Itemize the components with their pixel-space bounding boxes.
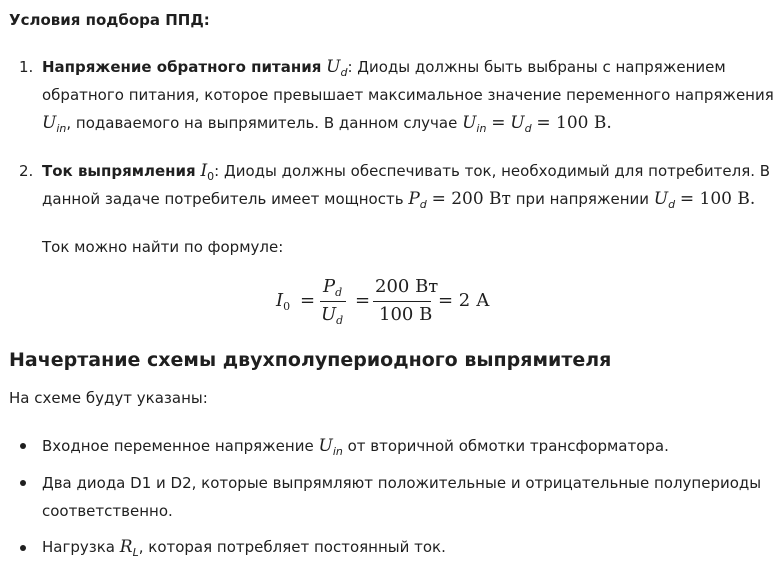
item1-line3-text: , подаваемого на выпрямитель. В данном случае: [66, 114, 458, 132]
bullet3-sub: L: [132, 546, 139, 559]
item2-line2: [42, 189, 755, 215]
item1-var: U: [326, 57, 341, 77]
item1-number: 1.: [19, 58, 34, 76]
bullet-1: [42, 436, 669, 462]
item2-pd-var: P: [408, 189, 420, 209]
item2-line2-mid: при напряжении: [515, 190, 649, 208]
item1-eq-value: = 100 В.: [536, 113, 612, 133]
item1-eq-ud-sub: d: [524, 122, 532, 135]
item1-line1: [42, 57, 726, 83]
item1-uin-var: U: [42, 113, 57, 133]
item2-number: 2.: [19, 162, 34, 180]
item2-title: Ток выпрямления: [42, 162, 196, 180]
formula-num1-sub: d: [335, 286, 343, 299]
scheme-heading: Начертание схемы двухполупериодного выпрямителя: [9, 349, 612, 371]
bullet1-text2: от вторичной обмотки трансформатора.: [347, 437, 669, 455]
document-page: Условия подбора ППД: 1. Напряжение обратного питания $U_d$: Диоды должны быть выбраны с напряжением обратного питания, которое превышает максимальное значение переменного напряжения $U_{in}$, подаваемого на выпрямитель. В данном случае $U_{in} = U_d = 100$ В. 2. Ток выпрямления $I_0$: Диоды должны обеспечивать ток, необходимый для потребителя. В данной задаче потребитель имеет мощность $P_d = 200$ Вт при напряжении $U_d = 100$ В. Ток можно найти по формуле: $I_0$ = $P_d$ $U_d$ = 200 Вт 100 В = 2 А Начертание схемы двухполупериодного выпрямителя На схеме будут указаны: Входное переменное напряжение $U_{in}$ от вторичной обмотки трансформатора. Два диода D1 и D2, которые выпрямляют положительные и отрицательные полупериоды соответственно. Нагрузка $R_L$, которая потребляет постоянный ток.: [0, 0, 745, 564]
bullet-2-line2: соответственно.: [42, 502, 173, 520]
formula-den2: 100 В: [379, 304, 433, 325]
bullet-2-line1: Два диода D1 и D2, которые выпрямляют положительные и отрицательные полупериоды: [42, 474, 762, 492]
formula-num1: P: [323, 276, 336, 297]
scheme-intro: На схеме будут указаны:: [9, 389, 208, 407]
item2-pd-value: = 200 Вт: [431, 189, 511, 209]
bullet1-text1: Входное переменное напряжение: [42, 437, 314, 455]
conditions-heading: Условия подбора ППД:: [9, 11, 210, 29]
item2-pd-sub: d: [419, 198, 427, 211]
bullet-dot-2: [20, 480, 26, 486]
item2-ud-var: U: [653, 189, 669, 209]
formula-den1-sub: d: [336, 314, 344, 327]
bullet1-sub: in: [332, 445, 343, 458]
bullet3-text1: Нагрузка: [42, 538, 115, 556]
formula-intro: Ток можно найти по формуле:: [42, 238, 284, 256]
bullet3-text2: , которая потребляет постоянный ток.: [138, 538, 446, 556]
item2-var: I: [200, 161, 208, 181]
item2-line2-text: данной задаче потребитель имеет мощность: [42, 190, 404, 208]
item1-var-sub: d: [340, 66, 348, 79]
bullet-3: [42, 537, 446, 563]
formula-lhs: I: [276, 290, 284, 311]
bullet1-var: U: [318, 436, 333, 456]
bullet-dot-3: [20, 545, 26, 551]
item2-ud-sub: d: [668, 198, 676, 211]
formula-lhs-sub: 0: [283, 300, 291, 313]
formula-num2: 200 Вт: [375, 276, 439, 297]
item2-line1: [42, 161, 770, 187]
item1-eq-uin: U: [462, 113, 477, 133]
formula-den1: U: [321, 304, 337, 325]
item1-eq-uin-sub: in: [476, 122, 487, 135]
bullet3-var: R: [119, 537, 133, 557]
item2-ud-value: = 100 В.: [679, 189, 756, 209]
item1-title: Напряжение обратного питания: [42, 58, 322, 76]
item1-line2: обратного питания, которое превышает максимальное значение переменного напряжения: [42, 86, 774, 104]
item1-line3: $U_{in}$, подаваемого на выпрямитель. В данном случае $U_{in} = U_d = 100$ В.: [42, 113, 612, 135]
item2-rest: : Диоды должны обеспечивать ток, необходимый для потребителя. В: [214, 162, 771, 180]
bullet-dot-1: [20, 443, 26, 449]
item2-var-sub: 0: [207, 170, 215, 183]
item1-rest: : Диоды должны быть выбраны с напряжением: [347, 58, 726, 76]
item1-uin-sub: in: [56, 122, 67, 135]
formula-result: = 2 А: [438, 290, 490, 311]
item1-eq-ud: U: [510, 113, 525, 133]
